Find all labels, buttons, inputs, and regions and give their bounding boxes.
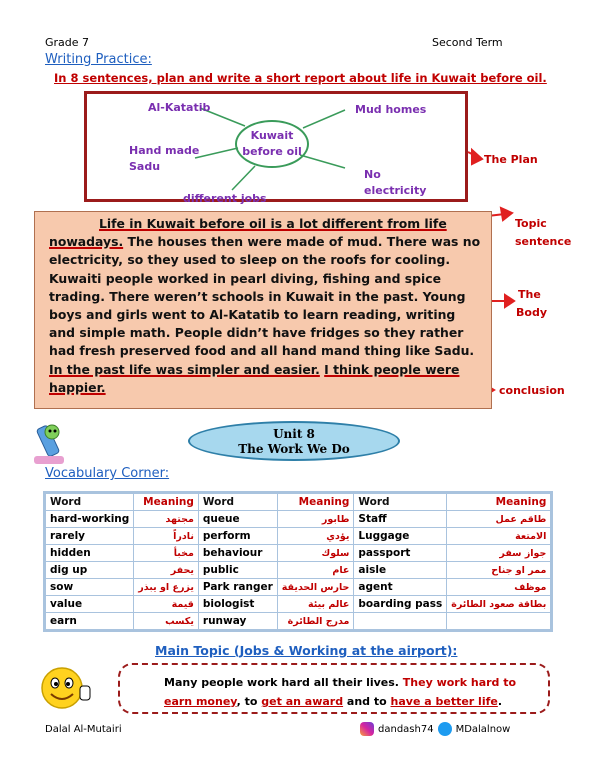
meaning: يزرع او يبذر — [134, 579, 199, 596]
writing-task: In 8 sentences, plan and write a short report about life in Kuwait before oil. — [54, 71, 547, 85]
meaning — [447, 613, 552, 631]
word — [354, 613, 447, 631]
branch-different-jobs: different jobs — [183, 192, 267, 205]
pencil-mascot-icon — [28, 418, 72, 468]
word: behaviour — [198, 545, 277, 562]
term-label: Second Term — [432, 36, 503, 49]
table-header-row — [45, 493, 552, 511]
meaning: عام — [277, 562, 354, 579]
meaning: يحفر — [134, 562, 199, 579]
header-meaning: Meaning — [277, 493, 354, 511]
conclusion-label: conclusion — [499, 384, 565, 397]
instagram-handle[interactable]: dandash74 — [378, 723, 434, 735]
word: queue — [198, 511, 277, 528]
report-paragraph — [34, 211, 492, 409]
meaning: جواز سفر — [447, 545, 552, 562]
branch-no: No — [364, 168, 381, 181]
word: public — [198, 562, 277, 579]
meaning: طابور — [277, 511, 354, 528]
author-name: Dalal Al-Mutairi — [45, 724, 122, 735]
mt-text-2: They work hard to — [402, 676, 517, 689]
branch-al-katatib: Al-Katatib — [148, 101, 211, 114]
topic-label-2: sentence — [515, 235, 572, 248]
word: Park ranger — [198, 579, 277, 596]
unit-title: The Work We Do — [238, 442, 350, 456]
mt-text-4: , to — [236, 695, 262, 708]
meaning: مخبأ — [134, 545, 199, 562]
topic-sentence-a: Life in Kuwait before oil is a lot different from life — [99, 216, 447, 231]
mt-text-1: Many people work hard all their lives. — [164, 676, 403, 689]
word: agent — [354, 579, 447, 596]
main-topic-box — [118, 663, 550, 714]
center-line2: before oil — [242, 145, 302, 158]
twitter-icon — [438, 722, 452, 736]
word: sow — [45, 579, 134, 596]
word: rarely — [45, 528, 134, 545]
conclusion-2: I think people were happier. — [49, 361, 460, 395]
table-row — [45, 579, 552, 596]
conclusion-1: In the past life was simpler and easier. — [49, 361, 320, 377]
word: hidden — [45, 545, 134, 562]
meaning: مدرج الطائرة — [277, 613, 354, 631]
instagram-icon — [360, 722, 374, 736]
body-text: The houses then were made of mud. There was no electricity, so they used to sleep on the roofs for cooling. Kuwaiti people worked in pearl diving, fishing and spice trading. There weren’t schools in Kuwait in the past. Young boys and girls went to Al-Katatib to learn reading, writing and simple math. People didn’t have fridges so they rather had fresh preserved food and all hand mand thing like Sadu. — [49, 234, 481, 359]
header-word: Word — [354, 493, 447, 511]
mt-text-5: get an award — [261, 695, 344, 708]
mindmap-center — [235, 120, 309, 168]
mt-text-3: earn money — [164, 695, 237, 708]
header-meaning: Meaning — [134, 493, 199, 511]
table-row — [45, 528, 552, 545]
meaning: سلوك — [277, 545, 354, 562]
word: Staff — [354, 511, 447, 528]
word: Luggage — [354, 528, 447, 545]
word: aisle — [354, 562, 447, 579]
branch-sadu: Sadu — [129, 160, 161, 173]
meaning: الامتعة — [447, 528, 552, 545]
meaning: موظف — [447, 579, 552, 596]
header-word: Word — [45, 493, 134, 511]
meaning: مجتهد — [134, 511, 199, 528]
word: biologist — [198, 596, 277, 613]
word: dig up — [45, 562, 134, 579]
table-row — [45, 511, 552, 528]
mt-text-8: . — [497, 695, 503, 708]
word: value — [45, 596, 134, 613]
meaning: قيمة — [134, 596, 199, 613]
header-meaning: Meaning — [447, 493, 552, 511]
branch-hand-made: Hand made — [129, 144, 200, 157]
table-row — [45, 613, 552, 631]
word: boarding pass — [354, 596, 447, 613]
grade-label: Grade 7 — [45, 36, 90, 49]
center-line1: Kuwait — [250, 129, 294, 142]
vocabulary-table — [43, 491, 553, 632]
branch-electricity: electricity — [364, 184, 427, 197]
body-label-1: The — [518, 288, 541, 301]
topic-label-1: Topic — [515, 217, 547, 230]
smiley-thumbs-up-icon — [38, 662, 94, 714]
word: earn — [45, 613, 134, 631]
meaning: عالم بيئة — [277, 596, 354, 613]
word: passport — [354, 545, 447, 562]
vocabulary-title: Vocabulary Corner: — [45, 466, 170, 481]
meaning: نادراً — [134, 528, 199, 545]
social-handles — [360, 722, 510, 736]
meaning: طاقم عمل — [447, 511, 552, 528]
meaning: يكسب — [134, 613, 199, 631]
meaning: ممر او جناح — [447, 562, 552, 579]
table-row — [45, 562, 552, 579]
body-label-2: Body — [516, 306, 547, 319]
branch-mud-homes: Mud homes — [355, 103, 427, 116]
meaning: بطاقة صعود الطائرة — [447, 596, 552, 613]
meaning: حارس الحديقة — [277, 579, 354, 596]
twitter-handle[interactable]: MDalalnow — [455, 723, 511, 735]
header-word: Word — [198, 493, 277, 511]
meaning: يؤدي — [277, 528, 354, 545]
mt-text-6: and to — [343, 695, 391, 708]
word: runway — [198, 613, 277, 631]
word: perform — [198, 528, 277, 545]
writing-practice-title: Writing Practice: — [45, 52, 152, 67]
word: hard-working — [45, 511, 134, 528]
topic-sentence-b: nowadays. — [49, 234, 124, 250]
main-topic-title: Main Topic (Jobs & Working at the airport): — [155, 643, 458, 658]
unit-banner — [188, 421, 400, 461]
table-row — [45, 545, 552, 562]
mt-text-7: have a better life — [390, 695, 498, 708]
unit-number: Unit 8 — [273, 427, 315, 441]
plan-label: The Plan — [484, 153, 538, 166]
table-row — [45, 596, 552, 613]
